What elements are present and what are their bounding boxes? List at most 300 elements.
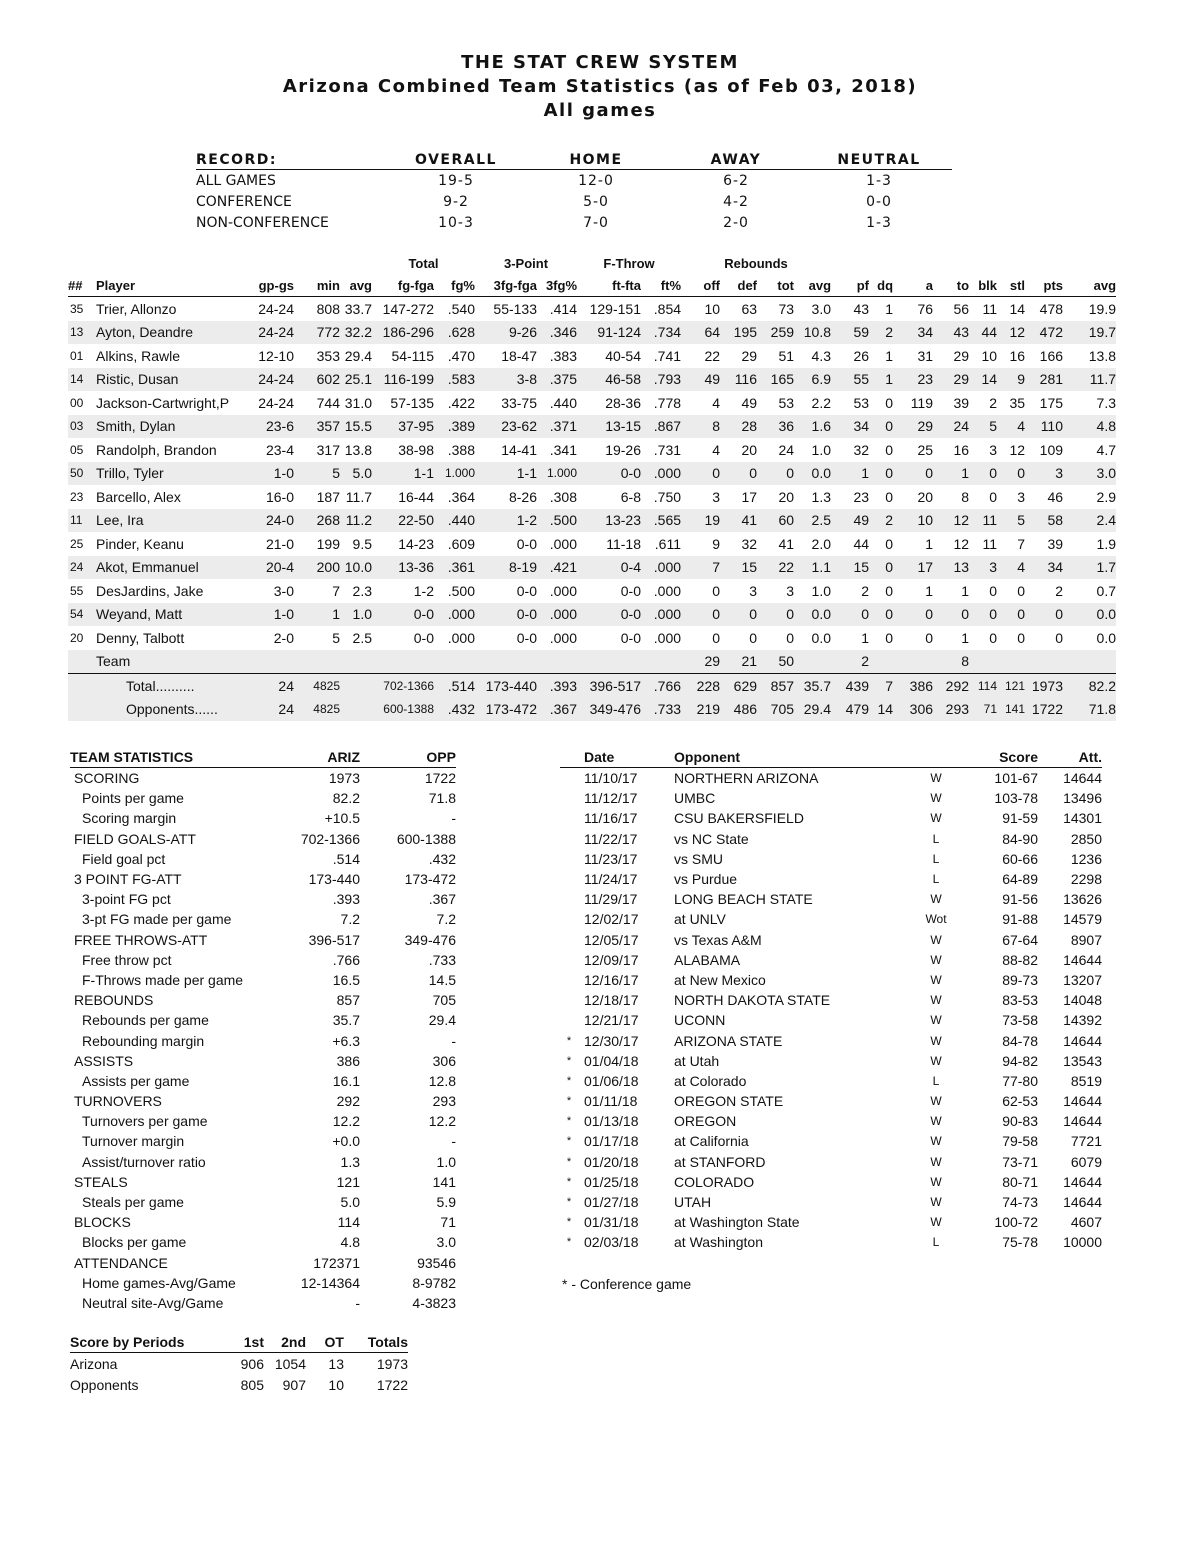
game-score: 100-72: [994, 1214, 1038, 1231]
summary-cell: 1973: [1025, 674, 1063, 698]
stat-cell: 602: [294, 368, 340, 392]
stat-cell: 11-18: [606, 535, 641, 552]
game-opponent: at Washington: [674, 1234, 763, 1251]
player-number: 14: [68, 368, 96, 392]
team-stat-label: Steals per game: [82, 1194, 184, 1211]
conference-marker: [560, 1010, 578, 1030]
stat-cell: .609: [447, 535, 475, 552]
stat-cell: .565: [641, 509, 681, 533]
stat-cell: 2.2: [811, 394, 832, 411]
column-header: 3fg-fga: [475, 274, 537, 297]
player-number: 01: [70, 348, 84, 363]
stat-cell: .421: [537, 556, 577, 580]
player-row: [68, 391, 1116, 415]
stat-cell: 10: [704, 300, 721, 317]
game-opponent: NORTH DAKOTA STATE: [674, 992, 831, 1009]
team-stat-ariz: 702-1366: [300, 830, 360, 847]
stat-cell: 0: [885, 488, 894, 505]
summary-cell: 173-472: [475, 698, 537, 722]
player-number: 11: [68, 509, 96, 533]
team-stat-ariz: .514: [332, 850, 360, 867]
record-header: OVERALL: [386, 150, 526, 170]
stat-cell: 49: [681, 368, 720, 392]
team-def: 21: [720, 650, 757, 674]
record-row: [196, 212, 952, 233]
stat-cell: .000: [641, 462, 681, 486]
stat-cell: 49: [831, 509, 869, 533]
stat-cell: 18-47: [501, 347, 537, 364]
stat-cell: 20: [741, 441, 758, 458]
record-header: NEUTRAL: [806, 150, 952, 170]
team-stat-ariz: 292: [336, 1093, 360, 1110]
game-score: 84-90: [1002, 830, 1038, 847]
player-number: 55: [70, 583, 84, 598]
team-stat-ariz: 82.2: [332, 790, 360, 807]
game-attendance: 10000: [1063, 1234, 1102, 1251]
player-number: 50: [68, 462, 96, 486]
stat-cell: 744: [316, 394, 340, 411]
schedule-row: [560, 1212, 1102, 1232]
game-score: 60-66: [1002, 850, 1038, 867]
summary-cell: [68, 674, 96, 698]
stat-cell: 8: [681, 415, 720, 439]
summary-cell: 4825: [294, 674, 340, 698]
game-score: 103-78: [994, 790, 1038, 807]
team-stat-ariz: 173-440: [308, 871, 360, 888]
player-row: [68, 626, 1116, 650]
schedule-row: [560, 1232, 1102, 1252]
team-stat-opp: 14.5: [428, 971, 456, 988]
team-stat-label: 3 POINT FG-ATT: [74, 871, 182, 888]
stat-cell: 4.3: [811, 347, 832, 364]
stat-cell: 10: [981, 347, 998, 364]
game-score: 83-53: [1002, 992, 1038, 1009]
opponents-row: [68, 698, 1116, 722]
stat-cell: 19.9: [1088, 300, 1117, 317]
game-attendance: 13626: [1063, 891, 1102, 908]
team-stat-ariz: 396-517: [308, 931, 360, 948]
player-name: Trillo, Tyler: [96, 462, 248, 486]
stat-cell: 110: [1025, 415, 1063, 439]
periods-value: 1054: [274, 1355, 306, 1372]
game-score: 91-59: [1002, 810, 1038, 827]
game-date: 12/30/17: [584, 1032, 639, 1049]
schedule-header: Date: [578, 746, 674, 768]
game-opponent: vs Texas A&M: [674, 931, 762, 948]
schedule-table: [560, 746, 1102, 1253]
summary-cell: 386: [893, 674, 933, 698]
game-result: W: [930, 932, 942, 947]
player-number: 13: [68, 321, 96, 345]
team-stat-ariz: -: [355, 1294, 360, 1311]
stat-cell: 10.0: [340, 556, 372, 580]
game-opponent: at Washington State: [674, 1214, 800, 1231]
schedule-row: [560, 1172, 1102, 1192]
stat-cell: 2.9: [1096, 488, 1117, 505]
game-score: 101-67: [994, 770, 1038, 787]
game-date: 12/09/17: [584, 951, 639, 968]
column-header: a: [893, 274, 933, 297]
team-pf: 2: [831, 650, 869, 674]
stat-cell: 0: [681, 462, 720, 486]
team-to: 8: [933, 650, 969, 674]
stat-cell: 3-0: [273, 582, 294, 599]
player-row: [68, 509, 1116, 533]
conference-marker: [560, 990, 578, 1010]
stat-cell: 3: [749, 582, 758, 599]
game-result: Wot: [925, 912, 947, 927]
player-number: 20: [70, 630, 84, 645]
game-opponent: at Utah: [674, 1052, 720, 1069]
game-attendance: 7721: [1070, 1133, 1102, 1150]
game-score: 84-78: [1002, 1032, 1038, 1049]
summary-label: Total..........: [96, 674, 248, 698]
stat-cell: .383: [549, 347, 577, 364]
stat-cell: 0: [989, 629, 998, 646]
stat-cell: 0-0: [475, 603, 537, 627]
stat-cell: 22: [704, 347, 721, 364]
team-stat-row: [70, 950, 456, 970]
game-score: 80-71: [1002, 1173, 1038, 1190]
column-header: min: [294, 274, 340, 297]
periods-team: Arizona: [70, 1355, 118, 1372]
stat-cell: 29: [933, 368, 969, 392]
stat-cell: 53: [778, 394, 795, 411]
stat-cell: 0: [869, 556, 893, 580]
schedule-header: Att.: [1038, 746, 1102, 768]
team-stat-ariz: 1973: [328, 770, 360, 787]
stat-cell: 0-0: [620, 582, 641, 599]
stat-cell: .000: [447, 629, 475, 646]
record-category: NON-CONFERENCE: [196, 214, 329, 231]
game-opponent: LONG BEACH STATE: [674, 891, 813, 908]
summary-cell: .432: [434, 698, 475, 722]
team-stat-ariz: 1.3: [340, 1153, 360, 1170]
stat-cell: 3: [1017, 488, 1026, 505]
stat-cell: 478: [1039, 300, 1064, 317]
team-stat-row: [70, 869, 456, 889]
stat-cell: 0: [1055, 629, 1064, 646]
stat-cell: 16: [1009, 347, 1026, 364]
stat-cell: 34: [831, 415, 869, 439]
stat-cell: 13.8: [344, 441, 372, 458]
stat-cell: 5: [969, 415, 997, 439]
game-attendance: 6079: [1070, 1153, 1102, 1170]
game-attendance: 1236: [1070, 850, 1102, 867]
schedule-row: [560, 1131, 1102, 1151]
stat-cell: 0: [1025, 603, 1063, 627]
stat-cell: 3.0: [1063, 462, 1116, 486]
team-stat-opp: -: [451, 1032, 456, 1049]
summary-cell: .514: [434, 674, 475, 698]
summary-cell: 4825: [294, 698, 340, 722]
column-header: pts: [1025, 274, 1063, 297]
game-opponent: ARIZONA STATE: [674, 1032, 783, 1049]
periods-value: 1722: [376, 1376, 408, 1393]
stat-cell: 11.7: [1063, 368, 1116, 392]
stat-cell: .731: [653, 441, 682, 458]
stat-cell: 32: [853, 441, 870, 458]
stat-cell: 4: [712, 394, 721, 411]
player-row: [68, 462, 1116, 486]
team-stat-opp: 3.0: [436, 1234, 456, 1251]
team-stat-ariz: .393: [332, 891, 360, 908]
stat-cell: 0: [681, 603, 720, 627]
stat-cell: 808: [316, 300, 340, 317]
game-score: 75-78: [1002, 1234, 1038, 1251]
game-date: 11/10/17: [584, 770, 638, 787]
game-result: W: [930, 811, 942, 826]
stat-cell: 28-36: [605, 394, 641, 411]
conference-marker: [560, 788, 578, 808]
team-stat-row: [70, 788, 456, 808]
stat-cell: 0: [720, 603, 757, 627]
stat-cell: 3: [786, 582, 795, 599]
game-opponent: ALABAMA: [674, 951, 741, 968]
team-stat-label: F-Throws made per game: [82, 971, 244, 988]
stat-cell: 9.5: [352, 535, 372, 552]
player-row: [68, 368, 1116, 392]
stat-cell: 1-1: [475, 462, 537, 486]
stat-cell: 0-0: [577, 603, 641, 627]
game-score: 90-83: [1002, 1113, 1038, 1130]
summary-cell: .367: [537, 698, 577, 722]
stat-cell: 8-19: [475, 556, 537, 580]
schedule-row: [560, 788, 1102, 808]
stat-cell: 4.8: [1063, 415, 1116, 439]
stat-cell: .500: [447, 582, 475, 599]
game-date: 11/23/17: [584, 850, 638, 867]
team-stat-label: Field goal pct: [82, 850, 166, 867]
team-stat-row: [70, 1051, 456, 1071]
stat-cell: 1: [885, 347, 894, 364]
team-stat-label: Free throw pct: [82, 951, 172, 968]
player-name: Ristic, Dusan: [96, 368, 248, 392]
stat-cell: 4: [712, 441, 721, 458]
stat-cell: 58: [1025, 509, 1063, 533]
stat-cell: 1: [925, 582, 934, 599]
stat-cell: 0: [885, 535, 894, 552]
schedule-row: [560, 829, 1102, 849]
stat-cell: 16: [953, 441, 970, 458]
conference-marker: [560, 909, 578, 929]
stat-cell: 0.0: [794, 603, 831, 627]
stat-cell: 7: [332, 582, 340, 599]
record-category: CONFERENCE: [196, 193, 292, 210]
conference-marker: [560, 849, 578, 869]
stat-cell: 35: [1009, 394, 1026, 411]
game-result: W: [930, 993, 942, 1008]
stat-cell: 2.5: [794, 509, 831, 533]
stat-cell: 5: [332, 629, 340, 646]
summary-cell: 7: [869, 674, 893, 698]
column-header: def: [720, 274, 757, 297]
team-stat-opp: 306: [432, 1052, 456, 1069]
stat-cell: 165: [757, 368, 794, 392]
column-header: tot: [757, 274, 794, 297]
game-date: 01/13/18: [584, 1113, 639, 1130]
game-score: 88-82: [1002, 951, 1038, 968]
stat-cell: 0.0: [794, 462, 831, 486]
stat-cell: 0: [969, 462, 997, 486]
game-score: 73-71: [1002, 1153, 1038, 1170]
schedule-row: [560, 1010, 1102, 1030]
stat-cell: 1: [961, 582, 970, 599]
team-stat-label: Rebounds per game: [82, 1012, 209, 1029]
summary-cell: 629: [720, 674, 757, 698]
stat-cell: .388: [447, 441, 475, 458]
summary-cell: [340, 674, 372, 698]
summary-cell: 35.7: [794, 674, 831, 698]
stat-cell: 24: [933, 415, 969, 439]
stat-cell: 14-23: [398, 535, 434, 552]
column-header: to: [933, 274, 969, 297]
stat-cell: 0: [893, 603, 933, 627]
team-stat-row: [70, 1273, 456, 1293]
game-date: 01/17/18: [584, 1133, 639, 1150]
stat-cell: 10.8: [794, 321, 831, 345]
stat-cell: 116-199: [372, 368, 434, 392]
stat-cell: 199: [316, 535, 340, 552]
record-header-row: [196, 150, 952, 170]
stat-cell: 12: [933, 509, 969, 533]
periods-value: 906: [240, 1355, 264, 1372]
team-stat-label: FREE THROWS-ATT: [74, 931, 208, 948]
record-row: [196, 170, 952, 192]
schedule-row: [560, 1111, 1102, 1131]
stat-cell: 2.4: [1063, 509, 1116, 533]
stat-cell: 2-0: [273, 629, 294, 646]
stat-cell: 1.3: [811, 488, 832, 505]
stat-cell: 0: [989, 582, 998, 599]
game-attendance: 14644: [1063, 1032, 1102, 1049]
schedule-row: [560, 1192, 1102, 1212]
player-number: 05: [70, 442, 84, 457]
stat-cell: 1-1: [372, 462, 434, 486]
conference-marker: *: [566, 1175, 572, 1188]
schedule-header: Opponent: [674, 746, 908, 768]
team-stat-ariz: 4.8: [340, 1234, 360, 1251]
team-stat-row: [70, 1091, 456, 1111]
stat-cell: 9: [997, 368, 1025, 392]
summary-cell: 29.4: [794, 698, 831, 722]
team-stat-label: 3-point FG pct: [82, 891, 171, 908]
team-stat-ariz: 172371: [313, 1254, 360, 1271]
stat-cell: 33.7: [344, 300, 372, 317]
stat-cell: 2: [869, 321, 893, 345]
game-result: W: [930, 1013, 942, 1028]
game-score: 62-53: [1002, 1093, 1038, 1110]
total-row: [68, 674, 1116, 698]
record-value: 4-2: [723, 193, 749, 210]
record-row: [196, 191, 952, 212]
summary-cell: .733: [641, 698, 681, 722]
player-name: Barcello, Alex: [96, 488, 181, 505]
team-stat-label: FIELD GOALS-ATT: [74, 830, 196, 847]
player-name: Weyand, Matt: [96, 603, 248, 627]
game-attendance: 14048: [1063, 992, 1102, 1009]
schedule-row: [560, 950, 1102, 970]
stat-cell: 1: [861, 629, 870, 646]
stat-cell: .346: [537, 321, 577, 345]
game-opponent: OREGON STATE: [674, 1093, 784, 1110]
stat-cell: 36: [757, 415, 794, 439]
game-date: 12/18/17: [584, 992, 639, 1009]
stat-cell: 4: [997, 556, 1025, 580]
stat-cell: .414: [549, 300, 577, 317]
game-attendance: 13543: [1063, 1052, 1102, 1069]
stat-cell: 26: [853, 347, 870, 364]
stat-cell: 29.4: [344, 347, 372, 364]
team-stat-opp: .367: [428, 891, 456, 908]
stat-cell: .375: [537, 368, 577, 392]
team-stat-row: [70, 1010, 456, 1030]
stat-cell: 39: [1047, 535, 1064, 552]
stat-cell: 0: [1017, 582, 1026, 599]
stat-cell: 0: [869, 415, 893, 439]
game-opponent: at New Mexico: [674, 971, 766, 988]
game-result: W: [930, 771, 942, 786]
stat-cell: 0: [712, 629, 721, 646]
summary-cell: 293: [933, 698, 969, 722]
stat-cell: .540: [447, 300, 475, 317]
schedule-row: [560, 768, 1102, 789]
stat-cell: 13-36: [372, 556, 434, 580]
stat-cell: 2.5: [352, 629, 372, 646]
conference-marker: *: [566, 1196, 572, 1209]
player-name: Ayton, Deandre: [96, 321, 248, 345]
stat-cell: 0.0: [1063, 603, 1116, 627]
record-table: [196, 150, 952, 233]
stat-cell: 1-0: [248, 462, 294, 486]
game-date: 01/04/18: [584, 1052, 639, 1069]
game-date: 11/22/17: [584, 830, 638, 847]
stat-cell: 24-24: [258, 300, 294, 317]
stat-cell: 31.0: [344, 394, 372, 411]
game-opponent: at Colorado: [674, 1072, 747, 1089]
game-score: 79-58: [1002, 1133, 1038, 1150]
schedule-row: [560, 849, 1102, 869]
game-result: W: [930, 1195, 942, 1210]
team-stat-row: [70, 1192, 456, 1212]
stat-cell: 51: [778, 347, 795, 364]
game-attendance: 14644: [1063, 770, 1102, 787]
summary-cell: [340, 698, 372, 722]
column-header: dq: [869, 274, 893, 297]
stat-cell: 44: [853, 535, 870, 552]
team-stat-row: [70, 1030, 456, 1050]
stat-cell: 6-8: [620, 488, 641, 505]
column-header: ft%: [641, 274, 681, 297]
record-value: 7-0: [583, 214, 609, 231]
group-header-total: Total: [408, 255, 439, 271]
team-stat-opp: 12.2: [428, 1113, 456, 1130]
stat-cell: 0: [831, 603, 869, 627]
stat-cell: 59: [831, 321, 869, 345]
stat-cell: 3: [712, 488, 721, 505]
team-stat-row: [70, 1152, 456, 1172]
periods-header-row: [70, 1332, 408, 1353]
stat-cell: 73: [778, 300, 795, 317]
stat-cell: 20-4: [248, 556, 294, 580]
game-result: W: [930, 1174, 942, 1189]
stat-cell: 25.1: [340, 368, 372, 392]
stat-cell: 0: [749, 629, 758, 646]
game-date: 11/12/17: [584, 790, 638, 807]
schedule-header-row: [560, 746, 1102, 768]
stat-cell: 268: [294, 509, 340, 533]
stat-cell: 1: [925, 535, 934, 552]
